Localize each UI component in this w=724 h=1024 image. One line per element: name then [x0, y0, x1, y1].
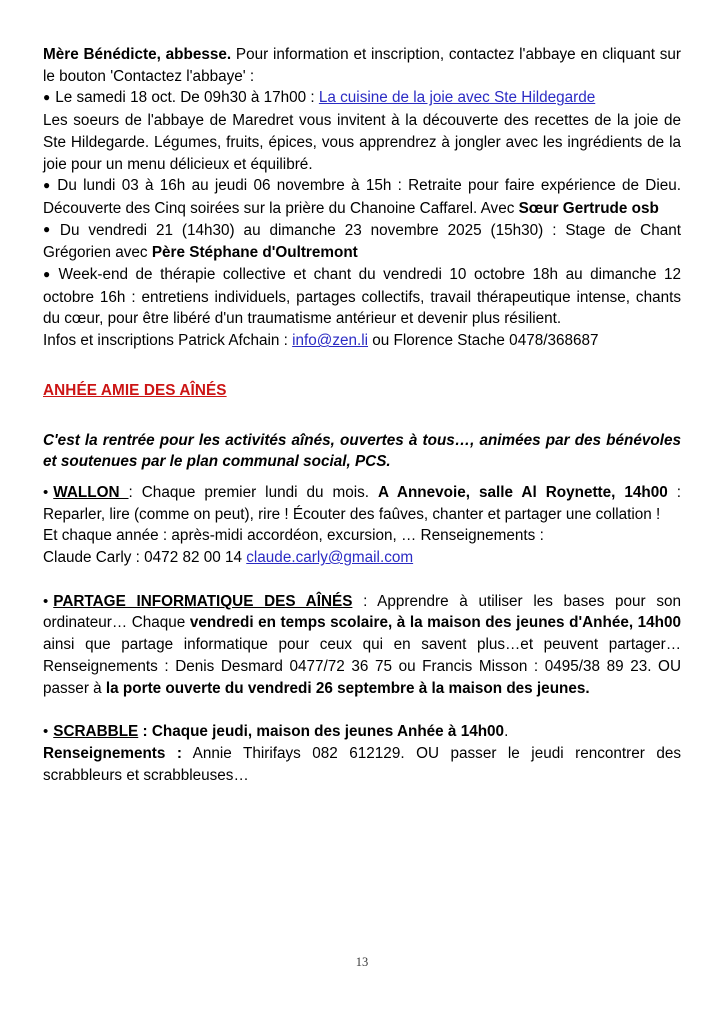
spacer: [43, 402, 681, 430]
gregorien-bold-tail: Père Stéphane d'Oultremont: [151, 244, 358, 262]
list-item-wallon: [43, 482, 681, 525]
scrabble-title: SCRABBLE: [53, 723, 139, 741]
paragraph-wallon-annual: Et chaque année : après-midi accordéon, excursion, … Renseignements :: [43, 527, 544, 545]
partage-bold1: vendredi en temps scolaire, à la maison des jeunes d'Anhée, 14h00: [189, 614, 682, 632]
section-heading-anhee-amie-des-aines: [43, 380, 681, 402]
paragraph-abbey-intro: [43, 44, 681, 87]
link-cuisine-de-la-joie[interactable]: La cuisine de la joie avec Ste Hildegarde: [318, 89, 596, 107]
retraite-text: Du lundi 03 à 16h au jeudi 06 novembre à 15h : Retraite pour faire expérience de Dieu. Découverte des Cinq soirées sur la prière du Chanoine Caffarel. Avec: [43, 177, 682, 217]
gregorien-text: Du vendredi 21 (14h30) au dimanche 23 novembre 2025 (15h30) : Stage de Chant Grégorien avec: [43, 221, 681, 262]
paragraph-abbey-contact: [43, 330, 681, 352]
bullet-item-retraite: [43, 175, 681, 219]
list-item-partage-informatique: [43, 591, 681, 700]
retraite-bold-tail: Sœur Gertrude osb: [518, 199, 659, 217]
wallon-line1-bold: A Annevoie, salle Al Roynette, 14h00: [378, 483, 668, 501]
partage-part2: ainsi que partage informatique pour ceux qui en savent plus…et peuvent partager… Renseignements : Denis Desmard 0477/72 36 75 ou Francis Misson : 0495/38 89 23. OU passer à: [43, 636, 681, 697]
scrabble-line1-bold: : Chaque jeudi, maison des jeunes Anhée à 14h00: [138, 723, 505, 741]
paragraph-wallon-contact: [43, 547, 681, 569]
therapie-text: Week-end de thérapie collective et chant du vendredi 10 octobre 18h au dimanche 12 octobre 16h : entretiens individuels, partages collectifs, travail thérapeutique intense, chants du cœur, pour être libéré d'un traumatisme antérieur et devenir plus résilient.: [43, 266, 682, 328]
contact-after: ou Florence Stache 0478/368687: [368, 332, 599, 350]
spacer: [43, 473, 681, 482]
scrabble-contact-after: Annie Thirifays 082 612129. OU passer le jeudi rencontrer des scrabbleurs et scrabbleuses…: [43, 744, 681, 784]
spacer: [43, 352, 681, 380]
link-email-claude-carly[interactable]: claude.carly@gmail.com: [246, 549, 414, 567]
cuisine-text-before: Le samedi 18 oct. De 09h30 à 17h00 :: [55, 89, 319, 107]
paragraph-aines-intro: C'est la rentrée pour les activités aînés, ouvertes à tous…, animées par des bénévoles et soutenues par le plan communal social, PCS.: [43, 431, 681, 471]
link-email-info-zen[interactable]: info@zen.li: [292, 332, 369, 350]
bullet-icon: [43, 89, 55, 106]
abbey-intro-rest: Pour information et inscription, contactez l'abbaye en cliquant sur le bouton 'Contactez l'abbaye' :: [43, 46, 682, 85]
bullet-icon: [43, 177, 57, 194]
bullet-icon: [43, 222, 60, 239]
paragraph-scrabble-contact: [43, 743, 681, 786]
bullet-icon: [43, 593, 53, 610]
wallon-line1-before: : Chaque premier lundi du mois.: [128, 483, 378, 501]
wallon-line1-after: : Reparler, lire (comme on peut), rire ! Écouter des faûves, chanter et partager une collation !: [43, 483, 681, 523]
section-heading-label: ANHÉE AMIE DES AÎNÉS: [43, 381, 227, 399]
abbey-intro-bold-lead: Mère Bénédicte, abbesse.: [43, 46, 232, 63]
wallon-contact-before: Claude Carly : 0472 82 00 14: [43, 549, 247, 567]
bullet-icon: [43, 484, 53, 501]
wallon-title: WALLON: [53, 483, 129, 501]
partage-part1: : Apprendre à utiliser les bases pour son ordinateur… Chaque: [43, 592, 681, 632]
partage-bold2: la porte ouverte du vendredi 26 septembre à la maison des jeunes.: [105, 679, 590, 697]
scrabble-contact-bold: Renseignements :: [43, 744, 182, 762]
scrabble-line1-after: .: [504, 723, 509, 741]
bullet-item-therapie: [43, 264, 681, 330]
list-item-scrabble: [43, 721, 681, 743]
partage-title: PARTAGE INFORMATIQUE DES AÎNÉS: [53, 592, 353, 610]
bullet-item-chant-gregorien: [43, 220, 681, 264]
page-content: [43, 44, 681, 786]
bullet-icon: [43, 723, 53, 740]
contact-before: Infos et inscriptions Patrick Afchain :: [43, 332, 293, 350]
bullet-icon: [43, 266, 59, 283]
paragraph-cuisine-description: Les soeurs de l'abbaye de Maredret vous invitent à la découverte des recettes de la joie de Ste Hildegarde. Légumes, fruits, épices, vous apprendrez à jongler avec les ingrédients de la joie pour un menu délicieux et équilibré.: [43, 112, 681, 173]
page-number: 13: [355, 955, 369, 969]
spacer: [43, 699, 681, 721]
bullet-item-cuisine: [43, 87, 681, 110]
spacer: [43, 569, 681, 591]
